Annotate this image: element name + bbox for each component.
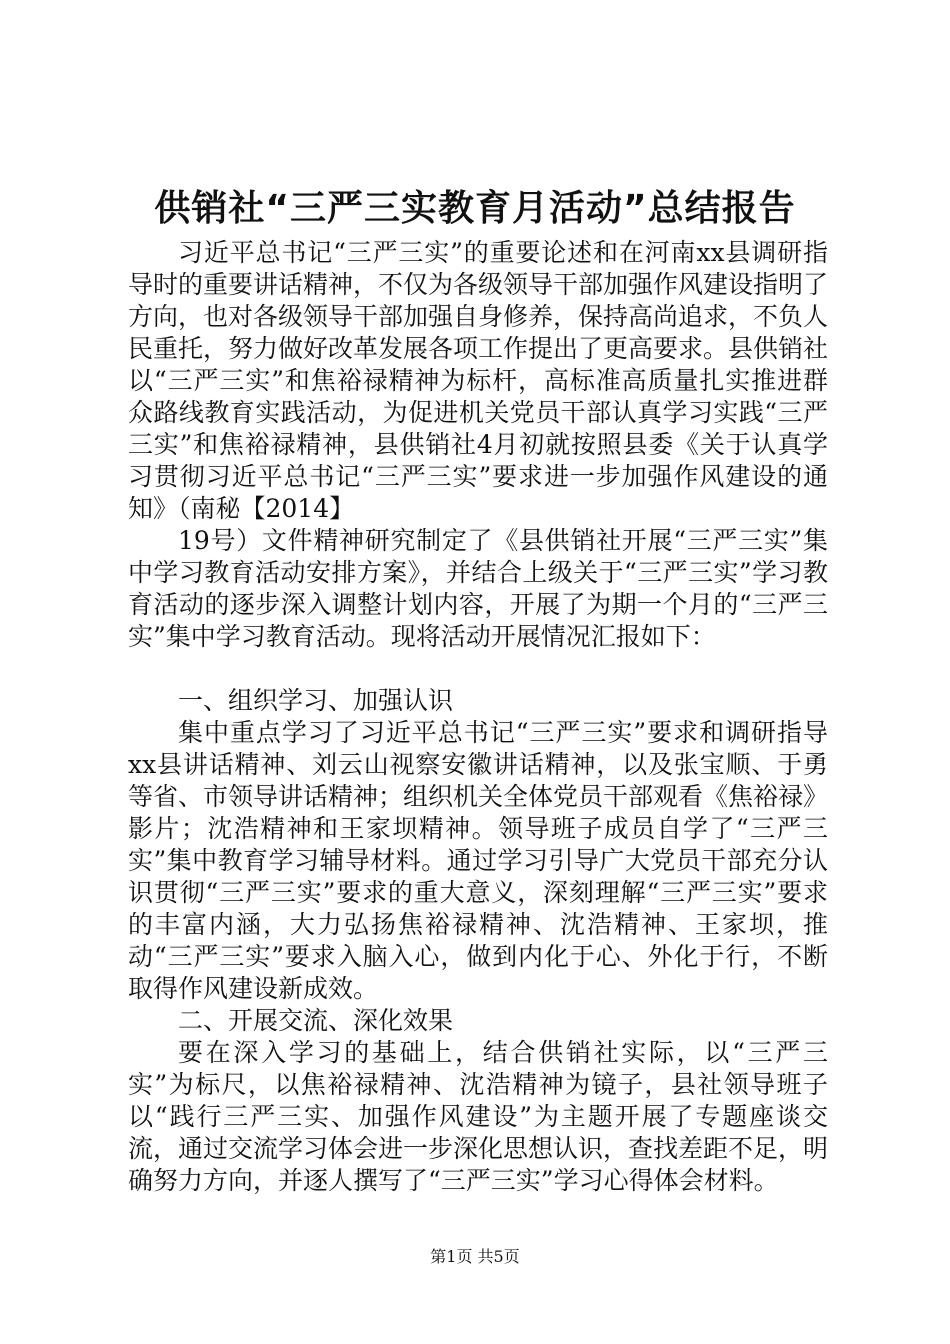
document-title: 供销社“三严三实教育月活动”总结报告 [154,188,796,229]
page-number-footer: 第1页 共5页 [430,1247,520,1266]
document-body [128,237,828,1197]
section-2-text: 要在深入学习的基础上，结合供销社实际，以“三严三实”为标尺，以焦裕禄精神、沈浩精神为镜子，县社领导班子以“践行三严三实、加强作风建设”为主题开展了专题座谈交流，通过交流学习体会进一步深化思想认识，查找差距不足，明确努力方向，并逐人撰写了“三严三实”学习心得体会材料。 [128,1038,829,1195]
section-1-text: 集中重点学习了习近平总书记“三严三实”要求和调研指导xx县讲话精神、刘云山视察安徽讲话精神，以及张宝顺、于勇等省、市领导讲话精神；组织机关全体党员干部观看《焦裕禄》影片；沈浩精神和王家坝精神。领导班子成员自学了“三严三实”集中教育学习辅导材料。通过学习引导广大党员干部充分认识贯彻“三严三实”要求的重大意义，深刻理解“三严三实”要求的丰富内涵，大力弘扬焦裕禄精神、沈浩精神、王家坝，推动“三严三实”要求入脑入心，做到内化于心、外化于行，不断取得作风建设新成效。 [128,718,829,1003]
section-1-heading: 一、组织学习、加强认识 [178,686,454,715]
paragraph-spacer [128,653,828,685]
intro-paragraph-2: 19号）文件精神研究制定了《县供销社开展“三严三实”集中学习教育活动安排方案》，并结合上级关于“三严三实”学习教育活动的逐步深入调整计划内容，开展了为期一个月的“三严三实”集中学习教育活动。现将活动开展情况汇报如下： [128,526,828,651]
intro-paragraph-1: 习近平总书记“三严三实”的重要论述和在河南xx县调研指导时的重要讲话精神，不仅为各级领导干部加强作风建设指明了方向，也对各级领导干部加强自身修养，保持高尚追求，不负人民重托，努力做好改革发展各项工作提出了更高要求。县供销社以“三严三实”和焦裕禄精神为标杆，高标准高质量扎实推进群众路线教育实践活动，为促进机关党员干部认真学习实践“三严三实”和焦裕禄精神，县供销社4月初就按照县委《关于认真学习贯彻习近平总书记“三严三实”要求进一步加强作风建设的通知》（南秘【2014】 [128,238,829,523]
section-2-heading: 二、开展交流、深化效果 [178,1006,454,1035]
